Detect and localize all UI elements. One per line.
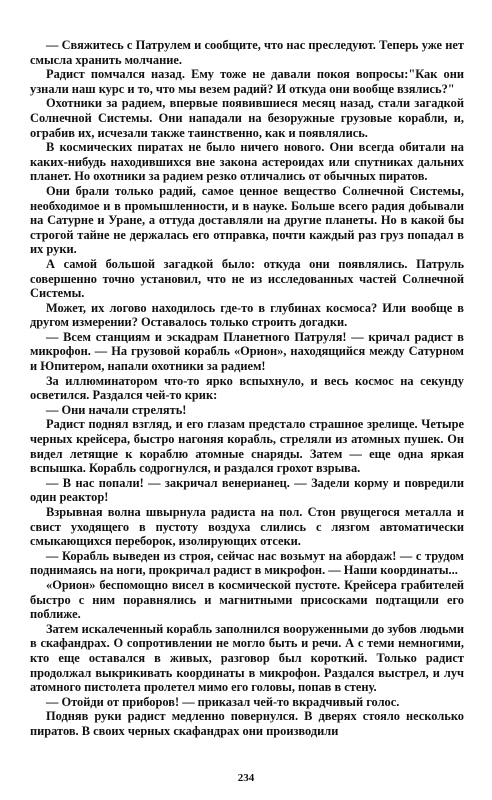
paragraph: Подняв руки радист медленно повернулся. В дверях стояло несколько пиратов. В своих черных скафандрах они производили — [30, 709, 464, 738]
paragraph: В космических пиратах не было ничего нового. Они всегда обитали на каких-нибудь находившихся вне закона астероидах или спутниках дальних планет. Но охотники за радием резко отличались от обычных пиратов. — [30, 140, 464, 184]
paragraph: Охотники за радием, впервые появившиеся месяц назад, стали загадкой Солнечной Системы. Они нападали на безоружные грузовые корабли, и, ограбив их, исчезали также таинственно, как и появлялись. — [30, 96, 464, 140]
paragraph: Радист помчался назад. Ему тоже не давали покоя вопросы:"Как они узнали наш курс и то, что мы везем радий? И откуда они вообще взялись?" — [30, 67, 464, 96]
paragraph: — Они начали стрелять! — [46, 402, 187, 417]
paragraph: Взрывная волна швырнула радиста на пол. Стон рвущегося металла и свист уходящего в пустоту воздуха слились с лязгом автоматически смыкающихся переборок, изолирующих отсеки. — [30, 505, 464, 549]
paragraph: — Всем станциям и эскадрам Планетного Патруля! — кричал радист в микрофон. — На грузовой корабль «Орион», находящийся между Сатурном и Юпитером, напали охотники за радием! — [30, 329, 464, 374]
paragraph: Затем искалеченный корабль заполнился вооруженными до зубов людьми в скафандрах. О сопротивлении не могло быть и речи. А с теми немногими, кто еще оставался в живых, разговор был короткий. Только радист продолжал выкрикивать координаты в микрофон. Раздался выстрел, и луч атомного пистолета пролетел мимо его головы, попав в стену. — [30, 621, 464, 695]
page-number: 234 — [237, 772, 255, 784]
paragraph: А самой большой загадкой было: откуда они появлялись. Патруль совершенно точно установил, что не из исследованных частей Солнечной Системы. — [30, 256, 464, 301]
paragraph: «Орион» беспомощно висел в космической пустоте. Крейсера грабителей быстро с ним поравнялись и магнитными присосками подтащили его поближе. — [30, 577, 464, 622]
paragraph: Радист поднял взгляд, и его глазам предстало страшное зрелище. Четыре черных крейсера, быстро нагоняя корабль, стреляли из атомных пушек. Он видел летящие к кораблю атомные снаряды. Затем — еще одна яркая вспышка. Корабль содрогнулся, и раздался грохот взрыва. — [30, 417, 464, 476]
paragraph: Они брали только радий, самое ценное вещество Солнечной Системы, необходимое и в промышленности, и в науке. Больше всего радия добывали на Сатурне и Уране, а оттуда доставляли на другие планеты. Но в какой бы строгой тайне не держалась его отправка, почти каждый раз груз попадал в их руки. — [30, 183, 464, 257]
page-text — [30, 38, 464, 739]
paragraph: — Свяжитесь с Патрулем и сообщите, что нас преследуют. Теперь уже нет смысла хранить молчание. — [30, 38, 464, 67]
paragraph: — В нас попали! — закричал венерианец. — Задели корму и повредили один реактор! — [30, 475, 464, 505]
paragraph: За иллюминатором что-то ярко вспыхнуло, и весь космос на секунду осветился. Раздался чей-то крик: — [30, 373, 464, 403]
paragraph: — Отойди от приборов! — приказал чей-то вкрадчивый голос. — [46, 694, 400, 709]
paragraph: Может, их логово находилось где-то в глубинах космоса? Или вообще в другом измерении? Оставалось только строить догадки. — [30, 300, 464, 330]
paragraph: — Корабль выведен из строя, сейчас нас возьмут на абордаж! — с трудом поднимаясь на ноги, прокричал радист в микрофон. — Наши координаты... — [30, 548, 464, 578]
